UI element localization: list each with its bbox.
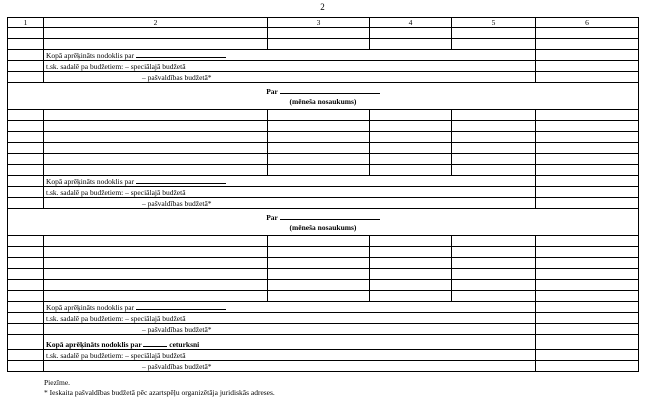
table-row	[8, 28, 639, 39]
period-blank[interactable]	[136, 302, 226, 310]
col-number: 1	[8, 18, 44, 28]
footnote	[44, 378, 275, 398]
summary-split-label: t.sk. sadalē pa budžetiem: – speciālajā budžetā	[44, 313, 536, 324]
page-number: 2	[320, 2, 325, 12]
col-number: 5	[452, 18, 536, 28]
table-row	[8, 280, 639, 291]
period-blank[interactable]	[136, 176, 226, 184]
summary-total-row	[8, 176, 639, 187]
table-row	[8, 143, 639, 154]
summary-split-row	[8, 187, 639, 198]
footnote-text: * Ieskaita pašvaldības budžetā pēc azartspēļu organizētāja juridiskās adreses.	[44, 388, 275, 397]
summary-split-label: t.sk. sadalē pa budžetiem: – speciālajā budžetā	[44, 350, 536, 361]
summary-total-row	[8, 50, 639, 61]
month-header-row	[8, 209, 639, 236]
footnote-title: Piezīme.	[44, 378, 71, 387]
table-row	[8, 247, 639, 258]
summary-municipal-label: – pašvaldības budžetā*	[44, 198, 536, 209]
summary-municipal-row	[8, 72, 639, 83]
summary-split-label: t.sk. sadalē pa budžetiem: – speciālajā budžetā	[44, 187, 536, 198]
summary-municipal-label: – pašvaldības budžetā*	[44, 361, 536, 372]
summary-municipal-label: – pašvaldības budžetā*	[44, 324, 536, 335]
summary-split-row	[8, 61, 639, 72]
summary-total-label: Kopā aprēķināts nodoklis par	[46, 177, 135, 186]
summary-municipal-label: – pašvaldības budžetā*	[44, 72, 536, 83]
table-row	[8, 236, 639, 247]
col-number: 4	[370, 18, 452, 28]
table-row	[8, 258, 639, 269]
col-number: 3	[268, 18, 370, 28]
month-caption: (mēneša nosaukums)	[289, 96, 357, 106]
col-number: 2	[44, 18, 268, 28]
summary-municipal-row	[8, 324, 639, 335]
table-row	[8, 132, 639, 143]
quarter-suffix: ceturksni	[169, 340, 200, 349]
month-par-label: Par	[266, 86, 278, 96]
month-caption: (mēneša nosaukums)	[289, 222, 357, 232]
quarter-blank[interactable]	[143, 339, 167, 347]
table-row	[8, 39, 639, 50]
period-blank[interactable]	[136, 50, 226, 58]
summary-total-label: Kopā aprēķināts nodoklis par	[46, 51, 135, 60]
table-row	[8, 154, 639, 165]
summary-total-label: Kopā aprēķināts nodoklis par	[46, 303, 135, 312]
summary-split-row	[8, 313, 639, 324]
summary-total-row	[8, 302, 639, 313]
col-number: 6	[536, 18, 639, 28]
table-row	[8, 110, 639, 121]
month-blank[interactable]	[280, 86, 380, 94]
summary-split-row	[8, 350, 639, 361]
summary-municipal-row	[8, 198, 639, 209]
summary-split-label: t.sk. sadalē pa budžetiem: – speciālajā budžetā	[44, 61, 536, 72]
month-header-row	[8, 83, 639, 110]
table-row	[8, 165, 639, 176]
month-par-label: Par	[266, 212, 278, 222]
summary-municipal-row	[8, 361, 639, 372]
table-row	[8, 291, 639, 302]
table-row	[8, 121, 639, 132]
tax-form-table	[7, 17, 639, 372]
month-blank[interactable]	[280, 212, 380, 220]
quarter-total-label: Kopā aprēķināts nodoklis par	[46, 340, 142, 349]
table-row	[8, 269, 639, 280]
quarter-total-row	[8, 335, 639, 350]
column-number-row	[8, 18, 639, 28]
